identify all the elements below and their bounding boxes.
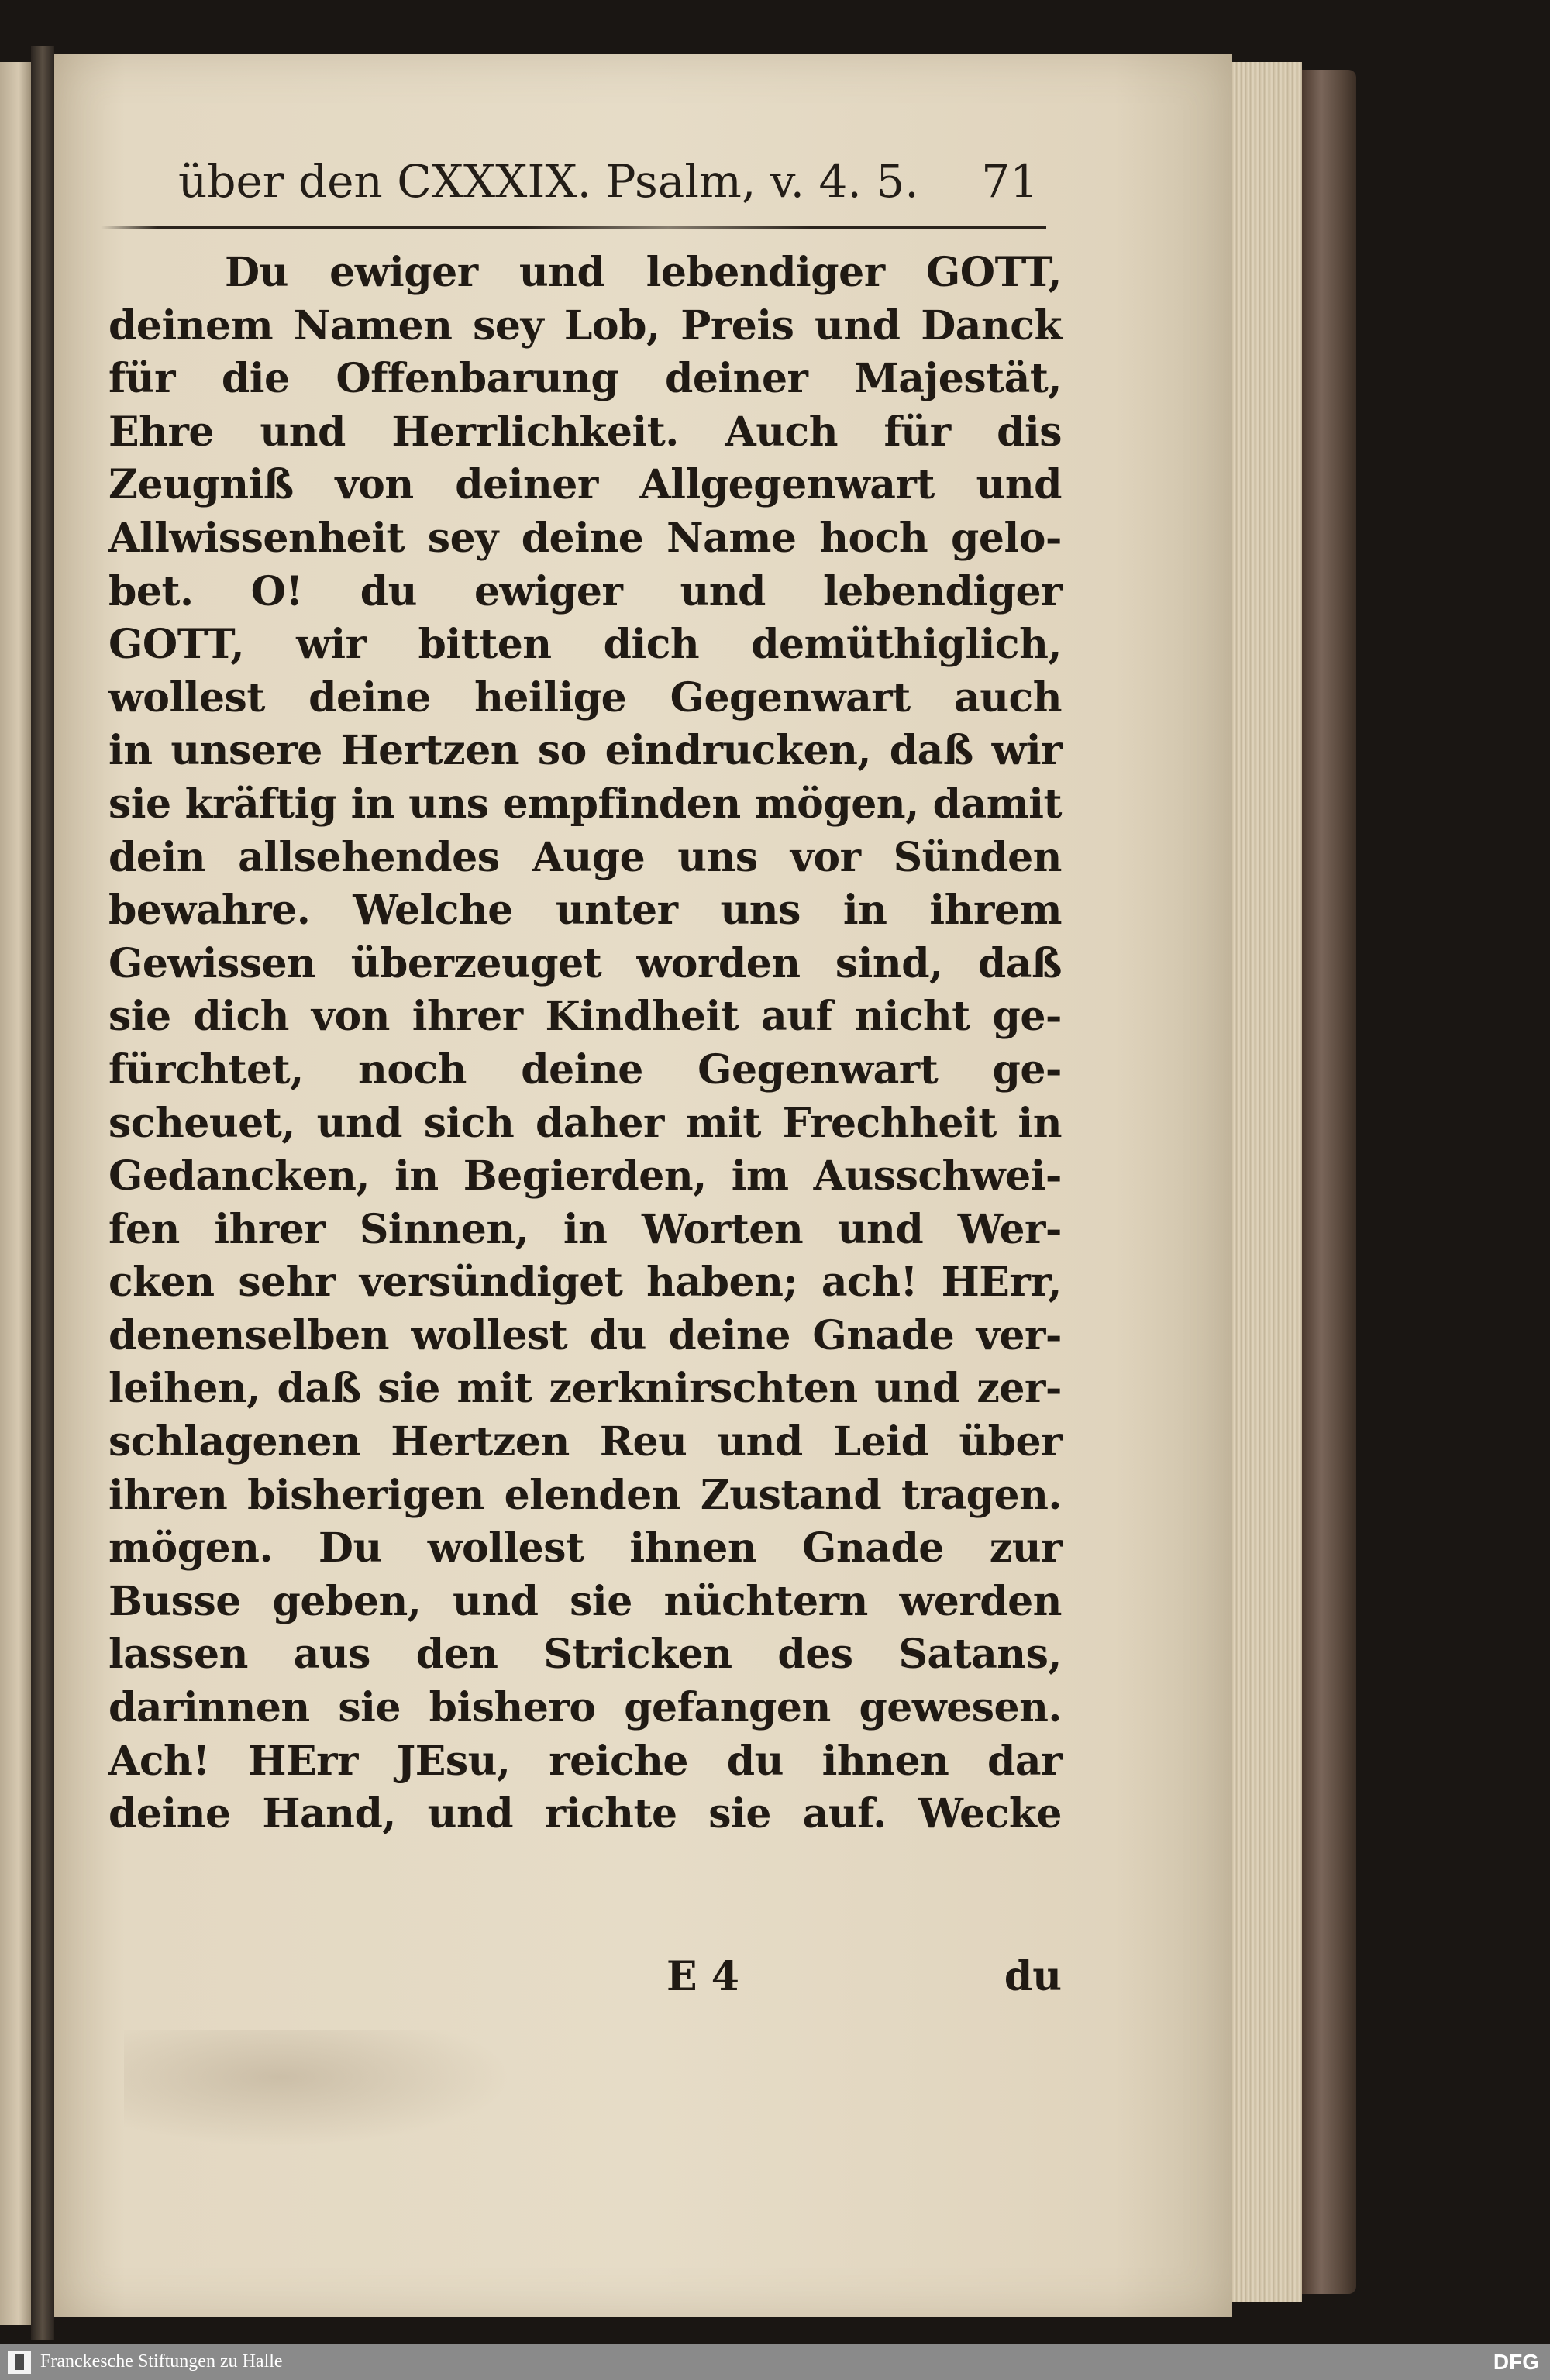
running-head — [178, 155, 1038, 217]
text-line: Ach! HErr JEsu, reiche du ihnen dar — [108, 1737, 1062, 1785]
page-block-edges — [1232, 62, 1302, 2302]
text-line: fürchtet, noch deine Gegenwart ge- — [108, 1045, 1062, 1094]
text-line: dein allsehendes Auge uns vor Sünden — [108, 833, 1062, 881]
text-line: ihren bisherigen elenden Zustand tragen. — [108, 1471, 1062, 1519]
text-line: Allwissenheit sey deine Name hoch gelo- — [108, 514, 1062, 562]
text-line: bet. O! du ewiger und lebendiger — [108, 567, 1062, 615]
text-line: sie kräftig in uns empfinden mögen, damit — [108, 780, 1062, 828]
text-line: Busse geben, und sie nüchtern werden — [108, 1577, 1062, 1625]
text-line: darinnen sie bishero gefangen gewesen. — [108, 1684, 1062, 1732]
text-line: leihen, daß sie mit zerknirschten und zer- — [108, 1365, 1062, 1413]
text-line: mögen. Du wollest ihnen Gnade zur — [108, 1524, 1062, 1572]
body-text — [108, 246, 1062, 1841]
head-rule — [101, 226, 1046, 229]
text-line: Gedancken, in Begierden, im Ausschwei- — [108, 1152, 1062, 1200]
institution-logo-icon — [8, 2351, 31, 2374]
left-page-edge — [0, 62, 31, 2325]
text-line: wollest deine heilige Gegenwart auch — [108, 673, 1062, 722]
book-gutter — [31, 46, 54, 2340]
text-line: Gewissen überzeuget worden sind, daß — [108, 939, 1062, 987]
text-line: für die Offenbarung deiner Majestät, — [108, 355, 1062, 403]
text-line: bewahre. Welche unter uns in ihrem — [108, 887, 1062, 935]
page-footer — [108, 1953, 1062, 2015]
running-head-title: über den CXXXIX. Psalm, v. 4. 5. — [178, 155, 919, 208]
institution-name: Franckesche Stiftungen zu Halle — [40, 2351, 283, 2371]
text-line: cken sehr versündiget haben; ach! HErr, — [108, 1259, 1062, 1307]
funder-logo: DFG — [1493, 2350, 1539, 2374]
text-line: GOTT, wir bitten dich demüthiglich, — [108, 621, 1062, 669]
text-line: Du ewiger und lebendiger GOTT, — [225, 249, 1062, 296]
text-line: scheuet, und sich daher mit Frechheit in — [108, 1099, 1062, 1147]
catchword: du — [1004, 1953, 1062, 2000]
book-cover-edge — [1302, 70, 1356, 2294]
text-line: denenselben wollest du deine Gnade ver- — [108, 1311, 1062, 1359]
text-line: Zeugniß von deiner Allgegenwart und — [108, 461, 1062, 509]
text-line: deinem Namen sey Lob, Preis und Danck — [108, 301, 1062, 350]
text-line: in unsere Hertzen so eindrucken, daß wir — [108, 727, 1062, 775]
text-line: sie dich von ihrer Kindheit auf nicht ge- — [108, 993, 1062, 1041]
archive-bar — [0, 2344, 1550, 2380]
text-line: schlagenen Hertzen Reu und Leid über — [108, 1418, 1062, 1466]
text-line: deine Hand, und richte sie auf. Wecke — [108, 1790, 1062, 1838]
ink-bleed-through — [124, 2030, 512, 2147]
text-line: Ehre und Herrlichkeit. Auch für dis — [108, 408, 1062, 456]
page-number: 71 — [981, 155, 1038, 208]
text-line: fen ihrer Sinnen, in Worten und Wer- — [108, 1205, 1062, 1253]
signature-mark: E 4 — [666, 1953, 739, 2000]
text-line: lassen aus den Stricken des Satans, — [108, 1631, 1062, 1679]
